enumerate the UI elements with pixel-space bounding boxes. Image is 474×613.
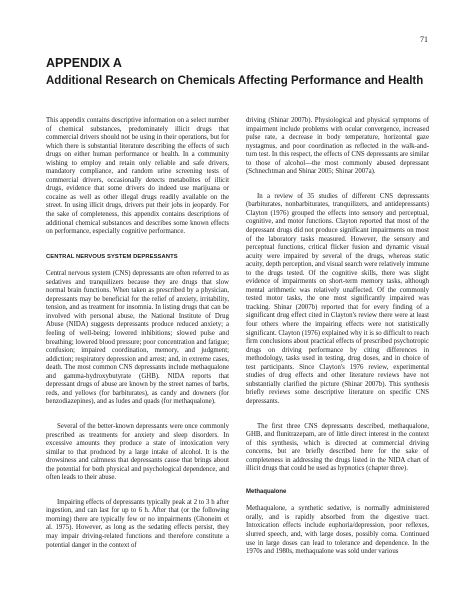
subsection-heading-methaqualone: Methaqualone (246, 488, 287, 495)
continuation-paragraph: driving (Shinar 2007b). Physiological and physical symptoms of impairment include problems with ocular convergence, increased pulse rate, a decrease in body temperature, horizontal gaze nystagmus, and poor coordination as reflected in the walk-and-turn test. In this respect, the effects of CNS depressants are similar to those of alcohol—the most commonly abused depressant (Schnechtman and Shinar 2005; Shinar 2007a). (246, 117, 429, 176)
page-number: 71 (420, 35, 428, 44)
intro-paragraph: This appendix contains descriptive information on a select number of chemical substances, predominately illicit drugs that commercial drivers should not be using in their operations, but for which there is substantial literature describing the effects of such drugs on either human performance or health. In a community wishing to employ and retain only reliable and safe drivers, mandatory compliance, and random urine screening tests of commercial drivers, occasionally detects metabolites of illicit drugs, evidence that some drivers do indeed use marijuana or cocaine as well as other illegal drugs readily available on the street. In using illicit drugs, drivers put their jobs in jeopardy. For the sake of completeness, this appendix contains descriptions of additional chemical substances and describes some known effects on performance, especially cognitive performance. (46, 117, 229, 236)
first-three-paragraph: The first three CNS depressants described, methaqualone, GHB, and flunitrazepam, are of little direct interest in the context of this synthesis, which is directed at commercial driving concerns, but are briefly described here for the sake of completeness in addressing the drugs listed in the NIDA chart of illicit drugs that could be used as hypnotics (chapter three). (246, 422, 429, 473)
left-column (46, 117, 229, 558)
right-column (246, 117, 429, 565)
section-heading-cns-depressants: CENTRAL NERVOUS SYSTEM DEPRESSANTS (46, 253, 178, 260)
impairing-paragraph: Impairing effects of depressants typically peak at 2 to 3 h after ingestion, and can last for up to 6 h. After that (or the following morning) there are typically few or no impairments (Ghoneim et al. 1975). However, as long as the sedating effects persist, they may impair driving-related functions and therefore constitute a potential danger in the context of (46, 498, 229, 549)
appendix-label: APPENDIX A (46, 56, 122, 70)
appendix-title: Additional Research on Chemicals Affecting Performance and Health (46, 75, 424, 87)
methaqualone-paragraph: Methaqualone, a synthetic sedative, is normally administered orally, and is rapidly absorbed from the digestive tract. Intoxication effects include euphoria/depression, poor reflexes, slurred speech, and, with large doses, possibly coma. Continued use in large doses can lead to tolerance and dependence. In the 1970s and 1980s, methaqualone was sold under various (246, 505, 429, 556)
review-paragraph: In a review of 35 studies of different CNS depressants (barbiturates, nonbarbiturates, tranquilizers, and antidepressants) Clayton (1976) grouped the effects into sensory and perceptual, cognitive, and motor functions. Clayton reported that most of the depressant drugs did not produce significant impairments on most of the laboratory tasks measured. However, the sensory and perceptual functions, critical flicker fusion and dynamic visual acuity were impaired by several of the drugs, whereas static acuity, depth perception, and visual search were relatively immune to the drugs tested. Of the cognitive skills, there was slight evidence of impairments on short-term memory tasks, although mental arithmetic was relatively unaffected. Of the commonly tested motor tasks, the one most significantly impaired was tracking. Shinar (2007b) reported that for every finding of a significant drug effect cited in Clayton's review there were at least four others where the impairing effects were not statistically significant. Clayton (1976) explained why it is so difficult to reach firm conclusions about practical effects of prescribed psychotropic drugs on driving performance by citing differences in methodology, tasks used in testing, drug doses, and in choice of test participants. Since Clayton's 1976 review, experimental studies of drug effects and other literature reviews have not substantially clarified the picture (Shinar 2007b). This synthesis briefly reviews some descriptive literature on specific CNS depressants. (246, 192, 429, 405)
cns-paragraph: Central nervous system (CNS) depressants are often referred to as sedatives and tranquilizers because they are drugs that slow normal brain functions. When taken as prescribed by a physician, depressants may be beneficial for the relief of anxiety, irritability, tension, and as treatment for insomnia. In listing drugs that can be involved with personal abuse, the National Institute of Drug Abuse (NIDA) suggests depressants produce reduced anxiety; a feeling of well-being; lowered inhibitions; slowed pulse and breathing; lowered blood pressure; poor concentration and fatigue; confusion; impaired coordination, memory, and judgment; addiction; respiratory depression and arrest; and, in extreme cases, death. The most common CNS depressants include methaqualone and gamma-hydroxybutyrate (GHB). NIDA reports that depressant drugs of abuse are known by the street names of barbs, reds, and yellows (for barbiturates), as candy and downers (for benzodiazepines), and as ludes and quads (for methaqualone). (46, 270, 229, 406)
misuse-paragraph: Several of the better-known depressants were once commonly prescribed as treatments for anxiety and sleep disorders. In excessive amounts they produce a state of intoxication very similar to that produced by a large intake of alcohol. It is the drowsiness and calmness that depressants cause that brings about the potential for both physical and psychological dependence, and often leads to their abuse. (46, 422, 229, 482)
